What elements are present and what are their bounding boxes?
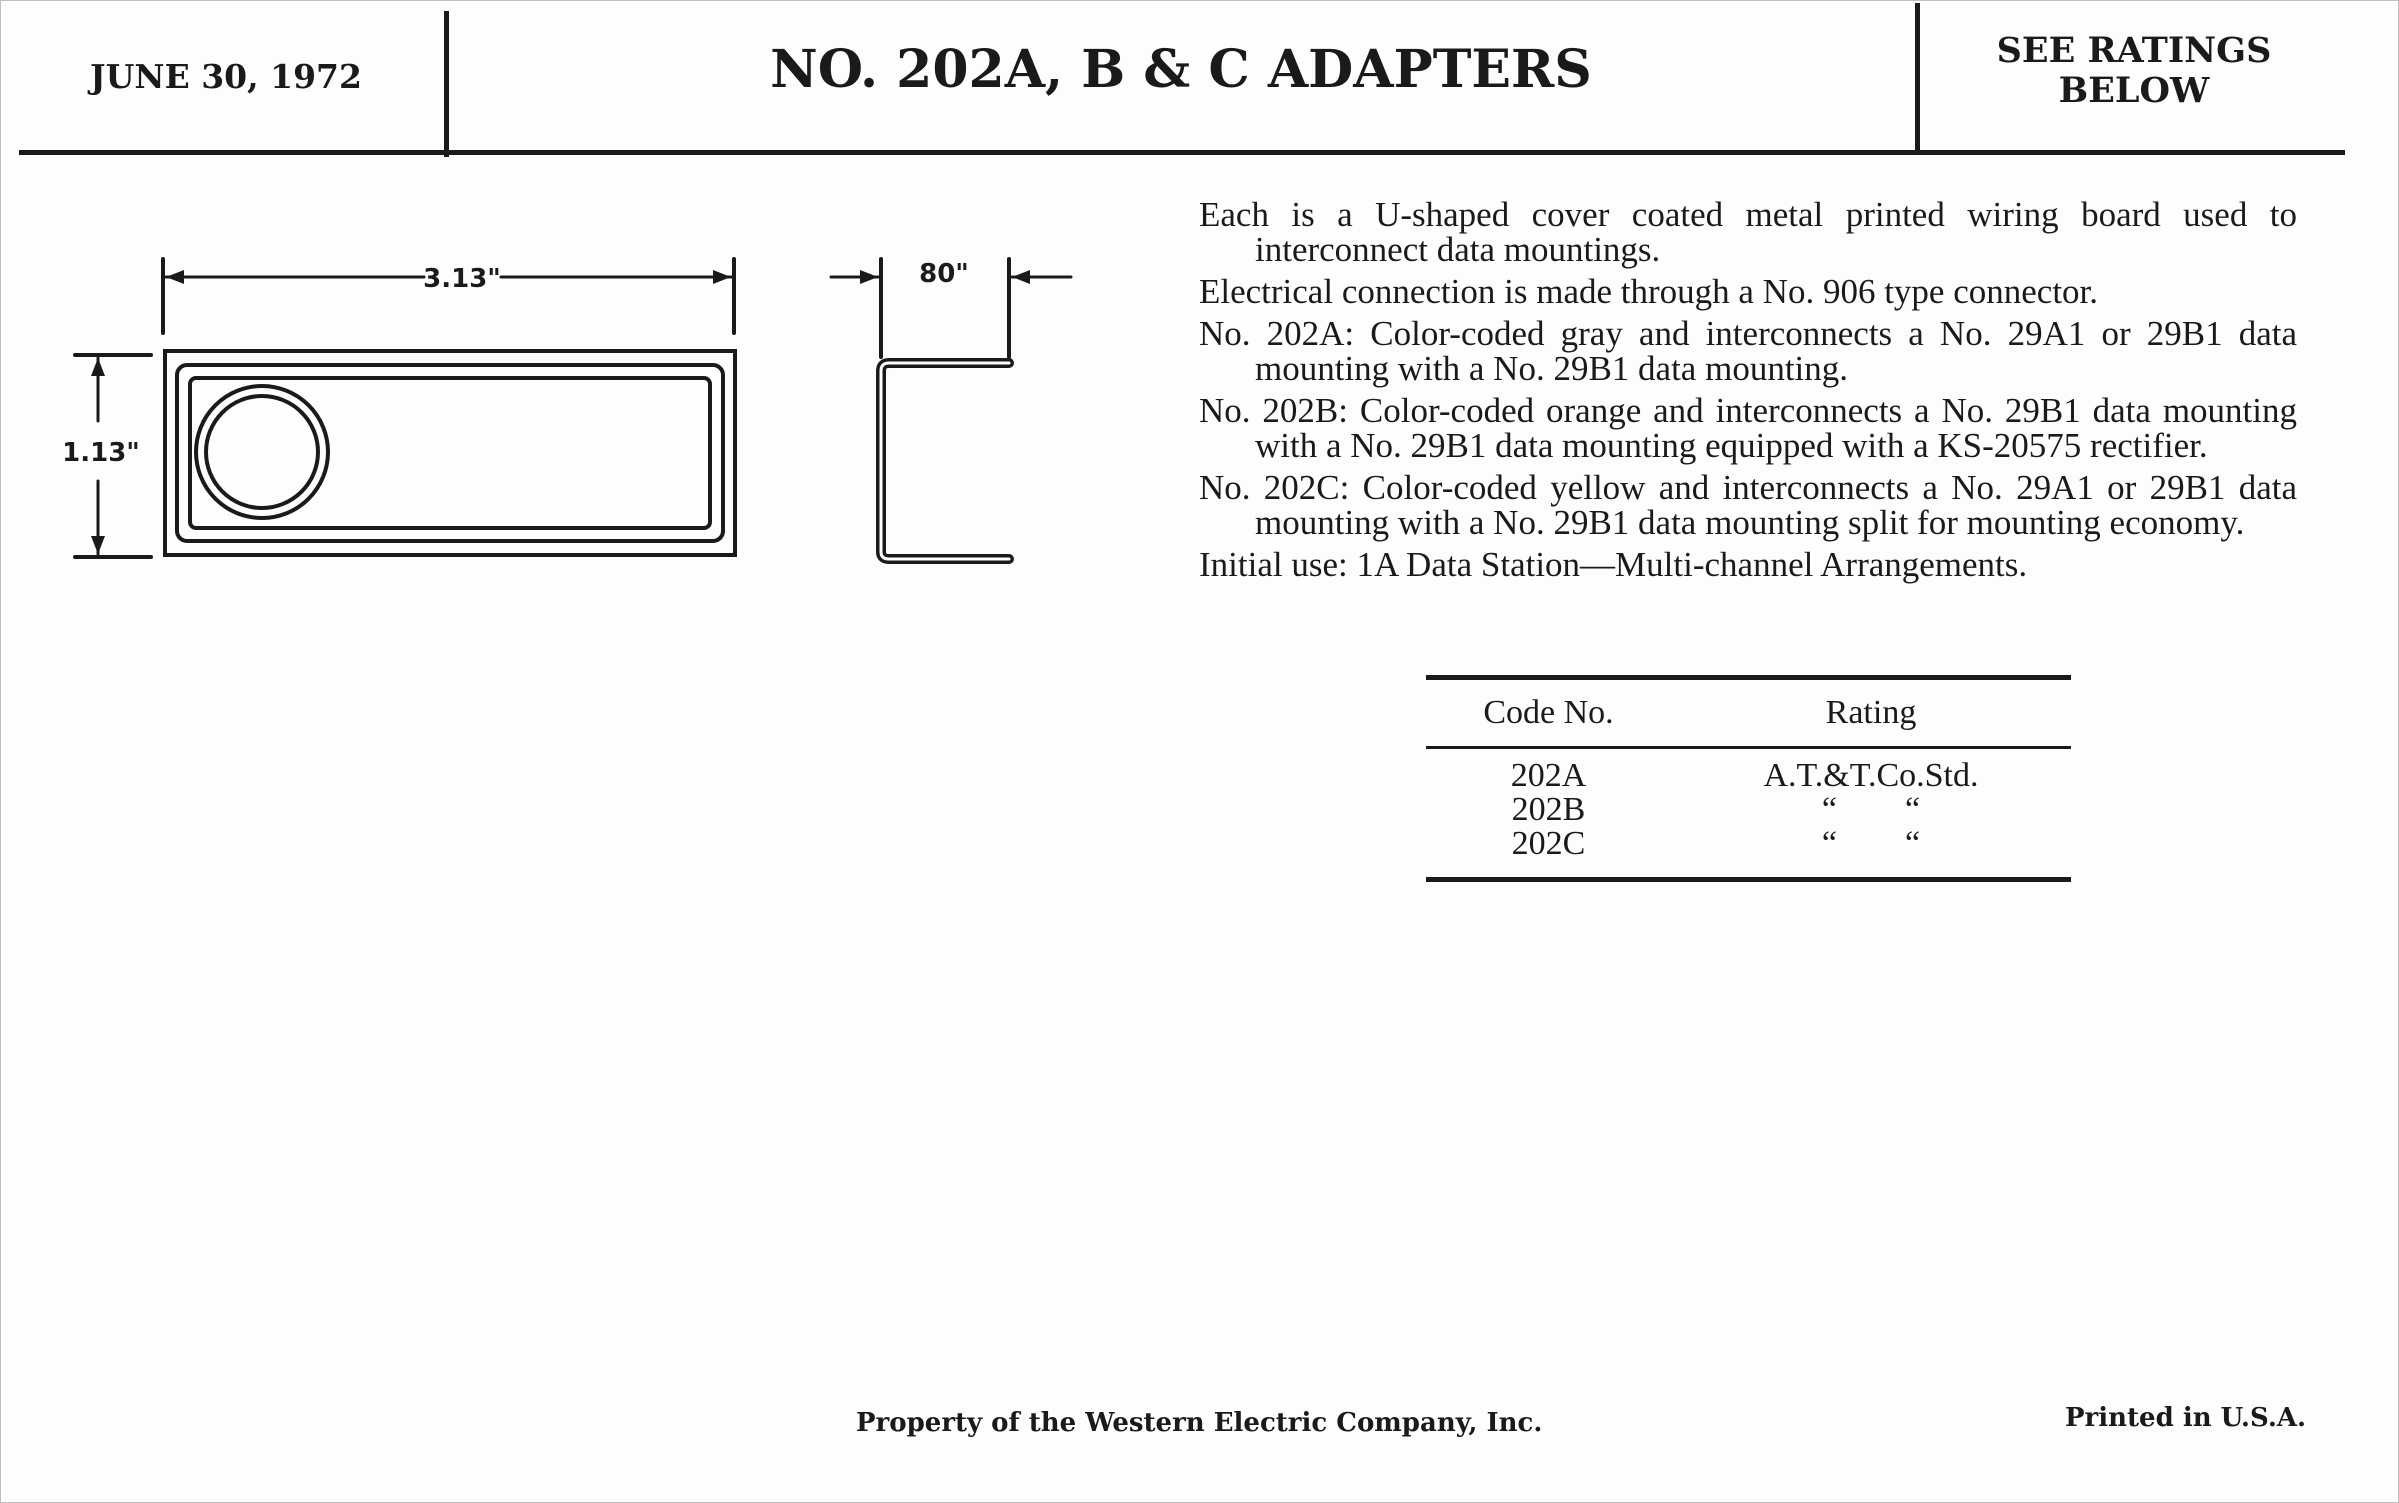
depth-arrow-right — [1012, 270, 1030, 284]
board-trace-inner — [190, 378, 710, 528]
description-paragraph: No. 202B: Color-coded orange and interconnects a No. 29B1 data mounting with a No. 29B1 data mounting equipped with a KS-20575 rectifier. — [1199, 391, 2297, 465]
height-arrow-bottom — [91, 536, 105, 554]
rating-cell: “ “ — [1821, 791, 1921, 828]
rating-cell: A.T.&T.Co.Std. — [1763, 757, 1979, 794]
description-paragraph: No. 202A: Color-coded gray and interconnects a No. 29A1 or 29B1 data mounting with a No. 29B1 data mounting. — [1199, 314, 2297, 388]
board-trace-outer — [177, 365, 723, 541]
ratings-note-line2: BELOW — [2058, 70, 2210, 112]
table-row — [1426, 793, 2071, 827]
width-dim-label: 3.13" — [423, 264, 501, 294]
footer-property: Property of the Western Electric Company, Inc. — [856, 1408, 1543, 1438]
description-paragraph: Initial use: 1A Data Station—Multi-channel Arrangements. — [1199, 545, 2028, 584]
board-outline — [165, 351, 735, 555]
u-profile-inner — [881, 363, 1009, 559]
depth-arrow-left — [860, 270, 878, 284]
height-arrow-top — [91, 358, 105, 376]
u-profile — [881, 363, 1009, 559]
connector-hole-outer — [196, 386, 328, 518]
description — [1199, 197, 2297, 589]
table-rule-bottom — [1426, 877, 2071, 882]
ratings-note — [1919, 31, 2349, 112]
table-header — [1426, 694, 2071, 732]
adapter-drawing — [1, 1, 1151, 621]
height-dim-label: 1.13" — [62, 438, 140, 468]
table-rule-top — [1426, 675, 2071, 680]
depth-dim-label: 80" — [919, 259, 969, 289]
code-cell: 202B — [1511, 791, 1586, 828]
width-arrow-right — [713, 270, 731, 284]
table-rule-mid — [1426, 746, 2071, 749]
table-row — [1426, 759, 2071, 793]
ratings-table — [1426, 675, 2071, 882]
description-paragraph: Electrical connection is made through a No. 906 type connector. — [1199, 272, 2099, 311]
card-date: JUNE 30, 1972 — [90, 57, 362, 96]
rating-cell: “ “ — [1821, 825, 1921, 862]
column-header-rating: Rating — [1825, 694, 1917, 731]
description-paragraph: No. 202C: Color-coded yellow and interconnects a No. 29A1 or 29B1 data mounting with a No. 29B1 data mounting split for mounting economy. — [1199, 468, 2297, 542]
table-row — [1426, 827, 2071, 861]
code-cell: 202A — [1510, 757, 1587, 794]
footer-printed: Printed in U.S.A. — [2065, 1403, 2307, 1433]
table-body — [1426, 759, 2071, 861]
width-arrow-left — [166, 270, 184, 284]
code-cell: 202C — [1511, 825, 1586, 862]
ratings-note-line1: SEE RATINGS — [1996, 30, 2272, 71]
description-paragraph: Each is a U-shaped cover coated metal printed wiring board used to interconnect data mountings. — [1199, 195, 2297, 269]
card-title: NO. 202A, B & C ADAPTERS — [770, 39, 1592, 100]
column-header-code: Code No. — [1483, 694, 1614, 731]
connector-hole-inner — [206, 396, 318, 508]
